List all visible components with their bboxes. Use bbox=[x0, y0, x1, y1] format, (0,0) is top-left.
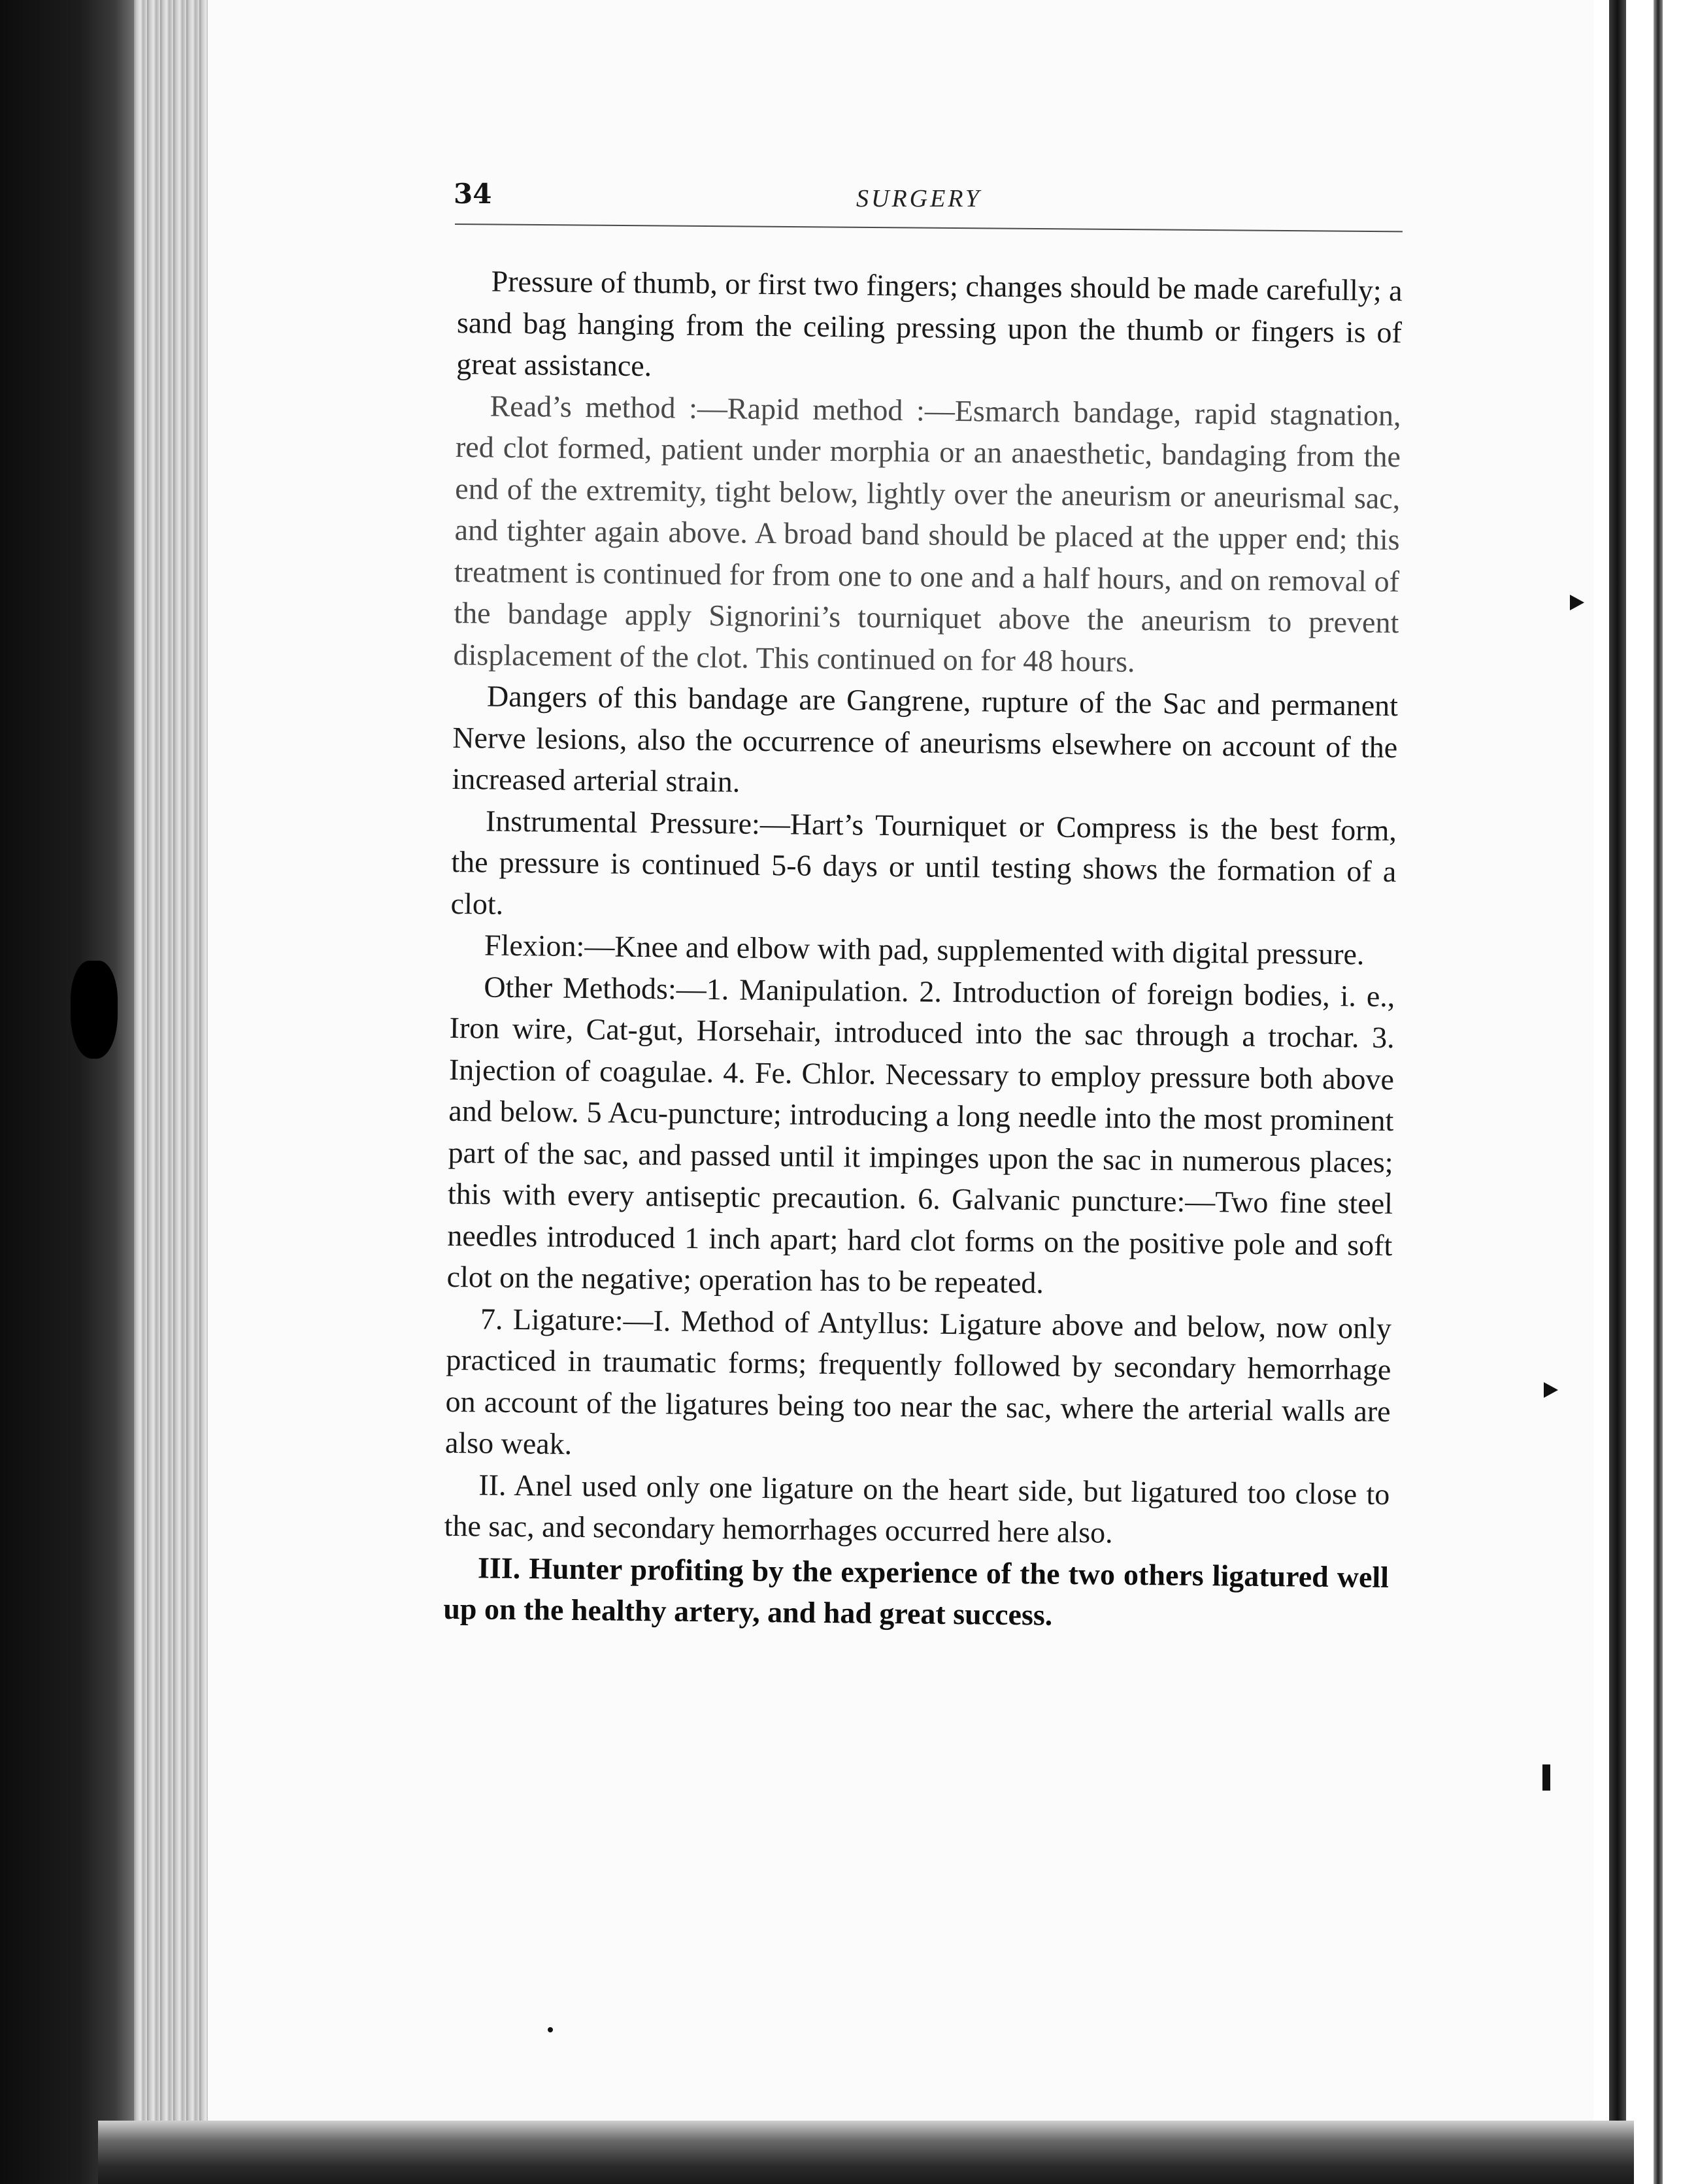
scanner-right-edge-outer bbox=[1654, 0, 1663, 2184]
speck bbox=[548, 2027, 553, 2032]
scanner-bottom-edge bbox=[98, 2121, 1634, 2184]
paragraph-anel: II. Anel used only one ligature on the heart side, but ligatured too close to the sac, and secondary hemorrhages occurred here also. bbox=[444, 1467, 1390, 1549]
ink-blot bbox=[71, 961, 118, 1059]
paragraph-flexion: Flexion:—Knee and elbow with pad, supplemented with digital pressure. bbox=[484, 928, 1365, 971]
edge-mark bbox=[1570, 595, 1584, 610]
paragraph-other-methods: Other Methods:—1. Manipulation. 2. Introduction of foreign bodies, i. e., Iron wire, Cat-gut, Horsehair, introduced into the sac through a trochar. 3. Injection of coagulae. 4. Fe. Chlor. Necessary to employ pressure both above and below. 5 Acu-puncture; introducing a long needle into the most prominent part of the sac, and passed until it impinges upon the sac in numerous places; this with every antiseptic precaution. 6. Galvanic puncture:—Two fine steel needles introduced 1 inch apart; hard clot forms on the positive pole and soft clot on the negative; operation has to be repeated. bbox=[446, 969, 1395, 1300]
paragraph-reads-method: Read’s method :—Rapid method :—Esmarch bandage, rapid stagnation, red clot formed, patient under morphia or an anaesthetic, bandaging from the end of the extremity, tight below, lightly over the aneurism or aneurismal sac, and tighter again above. A broad band should be placed at the upper end; this treatment is continued for from one to one and a half hours, and on removal of the bandage apply Signorini’s tourniquet above the aneurism to prevent displacement of the clot. This continued on for 48 hours. bbox=[453, 389, 1401, 678]
scanner-left-edge bbox=[0, 0, 134, 2184]
book-gutter-pages bbox=[134, 0, 219, 2184]
paragraph-dangers: Dangers of this bandage are Gangrene, rupture of the Sac and permanent Nerve lesions, also the occurrence of aneurisms elsewhere on account of the increased arterial strain. bbox=[452, 679, 1399, 799]
running-head: SURGERY bbox=[856, 185, 982, 212]
edge-mark bbox=[1544, 1382, 1558, 1398]
paragraph-pressure: Pressure of thumb, or first two fingers; changes should be made carefully; a sand bag hanging from the ceiling pressing upon the thumb or fingers is of great assistance. bbox=[456, 264, 1403, 383]
scanner-right-edge bbox=[1609, 0, 1626, 2184]
paragraph-ligature-antyllus: 7. Ligature:—I. Method of Antyllus: Ligature above and below, now only practiced in traumatic forms; frequently followed by secondary hemorrhage on account of the ligatures being too near the sac, where the arterial walls are also weak. bbox=[444, 1301, 1392, 1461]
page-number: 34 bbox=[454, 178, 492, 210]
edge-mark bbox=[1542, 1764, 1550, 1791]
paragraph-instrumental-pressure: Instrumental Pressure:—Hart’s Tourniquet or Compress is the best form, the pressure is continued 5-6 days or until testing shows the formation of a clot. bbox=[450, 803, 1397, 921]
paragraph-hunter: III. Hunter profiting by the experience of the two others ligatured well up on the healthy artery, and had great success. bbox=[443, 1550, 1390, 1632]
body-text bbox=[443, 260, 1403, 1640]
